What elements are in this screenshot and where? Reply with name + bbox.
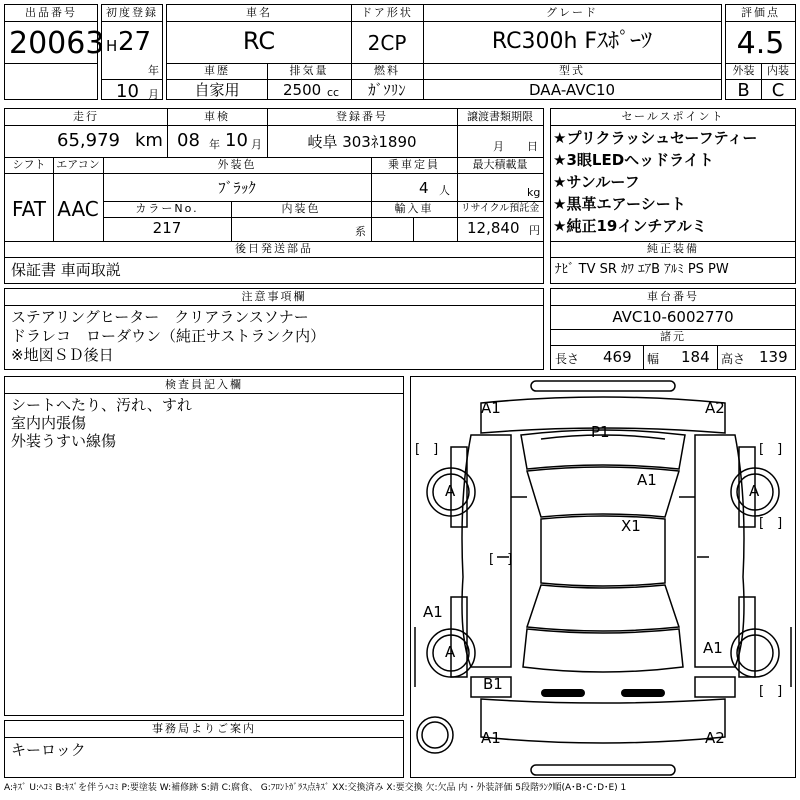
sales-points-label: セールスポイント — [621, 110, 725, 123]
int-color-label: 内装色 — [281, 202, 321, 215]
reg-no-label: 登録番号 — [336, 110, 388, 123]
inspector-notes-label: 検査員記入欄 — [165, 378, 243, 391]
import-label: 輸入車 — [394, 202, 434, 215]
grade: RC300h Fｽﾎﾟｰﾂ — [491, 29, 653, 54]
length-label: 長さ — [555, 352, 580, 366]
mark-left-quarter: A1 — [423, 603, 443, 621]
year-unit: 年 — [148, 64, 159, 77]
inspector-box — [4, 376, 404, 716]
mark-roof: X1 — [621, 517, 641, 535]
shift-label: シフト — [12, 158, 46, 171]
width: 184 — [681, 348, 710, 366]
details-box — [4, 108, 544, 284]
history: 自家用 — [194, 81, 240, 99]
fuel: ｶﾞｿﾘﾝ — [368, 81, 406, 99]
car-diagram-box — [410, 376, 796, 778]
note-3: ※地図ＳＤ後日 — [11, 346, 114, 364]
max-load-label: 最大積載量 — [472, 158, 528, 171]
mark-hood: P1 — [591, 423, 610, 441]
first-reg-label: 初度登録 — [106, 6, 158, 19]
lot-box — [4, 4, 105, 100]
color-no: 217 — [152, 219, 182, 237]
mileage-label: 走行 — [73, 110, 99, 123]
chassis-no: AVC10-6002770 — [612, 308, 734, 326]
lot-number: 20063 — [9, 26, 105, 61]
transfer-day-unit: 日 — [527, 140, 538, 153]
footer-legend: A:ｷｽﾞ U:ﾍｺﾐ B:ｷｽﾞを伴うﾍｺﾐ P:要塗装 W:補修跡 S:錆 C:腐食、 G:ﾌﾛﾝﾄｶﾞﾗｽ点ｷｽﾞ XX:交換済み X:要交換 欠:欠品 内・外装評価 5段階ﾗﾝｸ順(A･B･C･D･E) 1 — [4, 783, 627, 793]
score: 4.5 — [736, 26, 785, 61]
model: DAA-AVC10 — [528, 81, 616, 99]
note-2: ドラレコ ローダウン（純正サストランク内） — [11, 327, 326, 345]
color-no-label: カラーNo. — [135, 202, 199, 215]
fuel-label: 燃料 — [374, 64, 400, 77]
capacity-unit: 人 — [439, 184, 450, 197]
height: 139 — [759, 348, 788, 366]
mark-wheel-fr: A — [749, 482, 760, 500]
car-name-label: 車名 — [246, 6, 272, 19]
grade-label: グレード — [546, 6, 598, 19]
int-color-unit: 系 — [355, 225, 366, 238]
bracket-2: [ ] — [759, 442, 783, 457]
reg-no: 岐阜 303ﾈ1890 — [307, 133, 417, 151]
width-label: 幅 — [647, 352, 660, 366]
office-notes-label: 事務局よりご案内 — [152, 722, 256, 735]
sales-points-box — [550, 108, 796, 284]
load-unit: kg — [527, 186, 541, 199]
inspection-year: 08 — [177, 130, 200, 151]
office-box — [4, 720, 404, 778]
recycle: 12,840 — [467, 219, 520, 237]
first-reg-box — [101, 4, 163, 100]
sales-point-3: ★サンルーフ — [553, 173, 640, 191]
model-label: 型式 — [559, 64, 585, 77]
genuine-equipment-label: 純正装備 — [647, 242, 699, 255]
score-box — [725, 4, 796, 100]
interior-grade: C — [771, 80, 785, 101]
inspection-label: 車検 — [204, 110, 230, 123]
mark-rear-bumper-left: A1 — [481, 729, 501, 747]
office-notes: キーロック — [11, 741, 86, 759]
mark-right-quarter: A1 — [703, 639, 723, 657]
ext-color: ﾌﾞﾗｯｸ — [218, 179, 256, 197]
bracket-4: [ ] — [759, 516, 783, 531]
inspector-note-2: 室内内張傷 — [11, 414, 87, 432]
year: 27 — [118, 27, 152, 57]
notes-label: 注意事項欄 — [241, 290, 307, 303]
history-label: 車歴 — [204, 64, 230, 77]
genuine-equipment: ﾅﾋﾞ TV SR ｶﾜ ｴｱB ｱﾙﾐ PS PW — [555, 262, 729, 277]
transfer-label: 譲渡書類期限 — [467, 110, 533, 123]
door-type: 2CP — [367, 31, 407, 55]
recycle-label: リサイクル預託金 — [460, 203, 540, 214]
inspector-note-1: シートへたり、汚れ、すれ — [11, 396, 192, 414]
capacity: 4 — [419, 179, 429, 197]
bracket-3: [ ] — [489, 552, 513, 567]
month-unit: 月 — [148, 88, 159, 101]
mark-wheel-fl: A — [445, 482, 456, 500]
specs-label: 諸元 — [660, 330, 686, 343]
score-label: 評価点 — [741, 6, 780, 19]
transfer-month-unit: 月 — [493, 140, 504, 153]
inspection-month-unit: 月 — [251, 138, 262, 151]
bracket-1: [ ] — [415, 442, 439, 457]
mark-wheel-rl: A — [445, 643, 456, 661]
lot-label: 出品番号 — [25, 6, 77, 19]
door-label: ドア形状 — [361, 6, 413, 19]
displacement-unit: cc — [327, 86, 340, 99]
exterior-label: 外装 — [732, 64, 755, 77]
displacement: 2500 — [283, 81, 322, 99]
mark-windshield: A1 — [637, 471, 657, 489]
aircon-label: エアコン — [56, 158, 100, 171]
sales-point-5: ★純正19インチアルミ — [553, 217, 707, 235]
sales-point-4: ★黒革エアーシート — [553, 195, 686, 213]
mark-rear-left: B1 — [483, 675, 503, 693]
later-parts-label: 後日発送部品 — [235, 242, 313, 255]
aircon: AAC — [57, 197, 99, 221]
month: 10 — [116, 81, 139, 102]
mark-front-left: A1 — [481, 399, 501, 417]
sales-point-2: ★3眼LEDヘッドライト — [553, 151, 714, 169]
exterior-grade: B — [737, 80, 750, 101]
sales-point-1: ★プリクラッシュセーフティー — [553, 129, 758, 147]
capacity-label: 乗車定員 — [388, 158, 440, 171]
displacement-label: 排気量 — [289, 64, 329, 77]
note-1: ステアリングヒーター クリアランスソナー — [11, 308, 309, 326]
mark-rear-bumper-right: A2 — [705, 729, 725, 747]
car-name: RC — [242, 27, 276, 55]
later-parts: 保証書 車両取説 — [11, 261, 121, 279]
bracket-5: [ ] — [759, 684, 783, 699]
inspection-year-unit: 年 — [209, 138, 220, 151]
mark-front-right: A2 — [705, 399, 725, 417]
chassis-box — [550, 288, 796, 370]
interior-label: 内装 — [767, 64, 789, 77]
era: H — [106, 37, 118, 55]
inspection-month: 10 — [225, 130, 248, 151]
mileage: 65,979 — [57, 130, 120, 151]
ext-color-label: 外装色 — [217, 158, 257, 171]
notes-box — [4, 288, 544, 370]
recycle-unit: 円 — [529, 224, 540, 237]
length: 469 — [603, 348, 632, 366]
chassis-no-label: 車台番号 — [647, 290, 699, 303]
inspector-note-3: 外装うすい線傷 — [11, 432, 117, 450]
height-label: 高さ — [721, 352, 746, 366]
shift: FAT — [11, 197, 46, 221]
mileage-unit: km — [135, 130, 163, 151]
vehicle-box — [166, 4, 722, 100]
